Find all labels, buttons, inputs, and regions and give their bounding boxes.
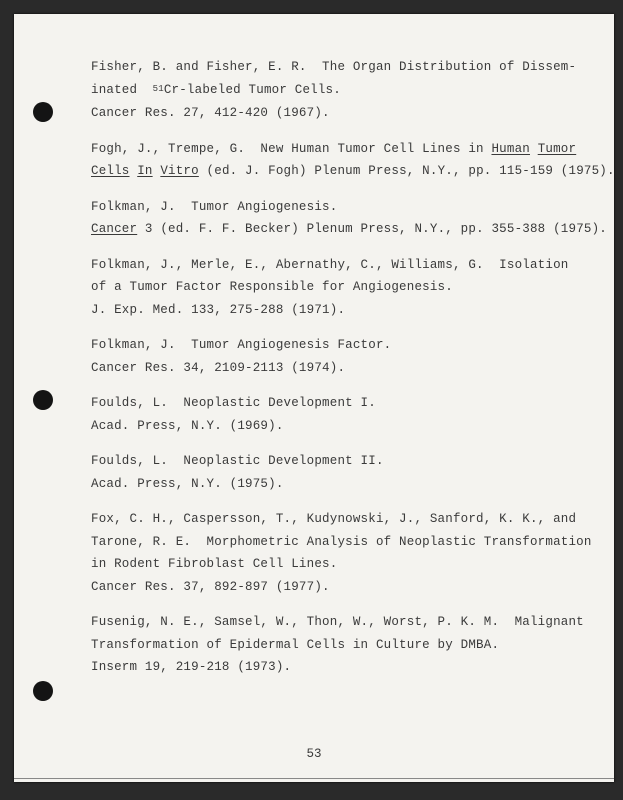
reference-line bbox=[91, 79, 591, 103]
reference-entry bbox=[91, 334, 591, 379]
page-number: 53 bbox=[306, 747, 322, 761]
reference-entry bbox=[91, 138, 615, 183]
page-edge bbox=[14, 778, 614, 779]
underlined-title-word: Vitro bbox=[160, 164, 199, 178]
reference-line: Acad. Press, N.Y. (1975). bbox=[91, 476, 284, 491]
text-segment: inated bbox=[91, 82, 153, 97]
reference-line: Cancer Res. 27, 412-420 (1967). bbox=[91, 106, 330, 120]
underlined-title-word: Cancer bbox=[91, 222, 138, 236]
reference-line: Folkman, J. Tumor Angiogenesis Factor. bbox=[91, 338, 392, 352]
reference-entry bbox=[91, 392, 591, 437]
reference-entry bbox=[91, 611, 591, 679]
reference-line: Foulds, L. Neoplastic Development I. bbox=[91, 396, 376, 410]
underlined-title-word: In bbox=[137, 164, 153, 178]
reference-entry bbox=[91, 196, 607, 241]
reference-line: Cancer 3 (ed. F. F. Becker) Plenum Press, N.Y., pp. 355-388 (1975). bbox=[91, 222, 607, 236]
reference-entry bbox=[91, 56, 591, 125]
reference-line: Tarone, R. E. Morphometric Analysis of Neoplastic Transformation bbox=[91, 534, 592, 549]
binder-hole bbox=[33, 390, 53, 410]
reference-line: J. Exp. Med. 133, 275-288 (1971). bbox=[91, 302, 346, 317]
reference-entry bbox=[91, 450, 591, 495]
underlined-title-word: Human bbox=[491, 141, 530, 156]
reference-list bbox=[91, 56, 615, 692]
reference-line: Inserm 19, 219-218 (1973). bbox=[91, 660, 292, 674]
underlined-title-word: Cells bbox=[91, 164, 130, 178]
reference-line: in Rodent Fibroblast Cell Lines. bbox=[91, 557, 338, 571]
reference-entry bbox=[91, 508, 591, 598]
superscript: 51 bbox=[152, 83, 164, 94]
reference-line: Fusenig, N. E., Samsel, W., Thon, W., Worst, P. K. M. Malignant bbox=[91, 615, 584, 629]
reference-line: Acad. Press, N.Y. (1969). bbox=[91, 418, 284, 433]
reference-line: Fogh, J., Trempe, G. New Human Tumor Cell Lines in Human Tumor bbox=[91, 141, 577, 156]
underlined-title-word: Tumor bbox=[537, 141, 577, 156]
reference-line: Foulds, L. Neoplastic Development II. bbox=[91, 454, 384, 468]
reference-entry bbox=[91, 254, 591, 322]
reference-line: Cancer Res. 37, 892-897 (1977). bbox=[91, 579, 330, 594]
reference-line: Folkman, J., Merle, E., Abernathy, C., Williams, G. Isolation bbox=[91, 257, 569, 272]
reference-line: Fox, C. H., Caspersson, T., Kudynowski, J., Sanford, K. K., and bbox=[91, 512, 577, 526]
reference-line: Cells In Vitro (ed. J. Fogh) Plenum Press, N.Y., pp. 115-159 (1975). bbox=[91, 164, 615, 178]
binder-hole bbox=[33, 681, 53, 701]
reference-line: Fisher, B. and Fisher, E. R. The Organ Distribution of Dissem- bbox=[91, 60, 577, 74]
reference-line: of a Tumor Factor Responsible for Angiogenesis. bbox=[91, 280, 453, 294]
document-page bbox=[14, 14, 614, 782]
reference-line: Cancer Res. 34, 2109-2113 (1974). bbox=[91, 360, 346, 375]
text-segment: Cr-labeled Tumor Cells. bbox=[163, 82, 341, 97]
reference-line: Transformation of Epidermal Cells in Culture by DMBA. bbox=[91, 637, 500, 652]
binder-hole bbox=[33, 102, 53, 122]
reference-line: Folkman, J. Tumor Angiogenesis. bbox=[91, 199, 338, 214]
